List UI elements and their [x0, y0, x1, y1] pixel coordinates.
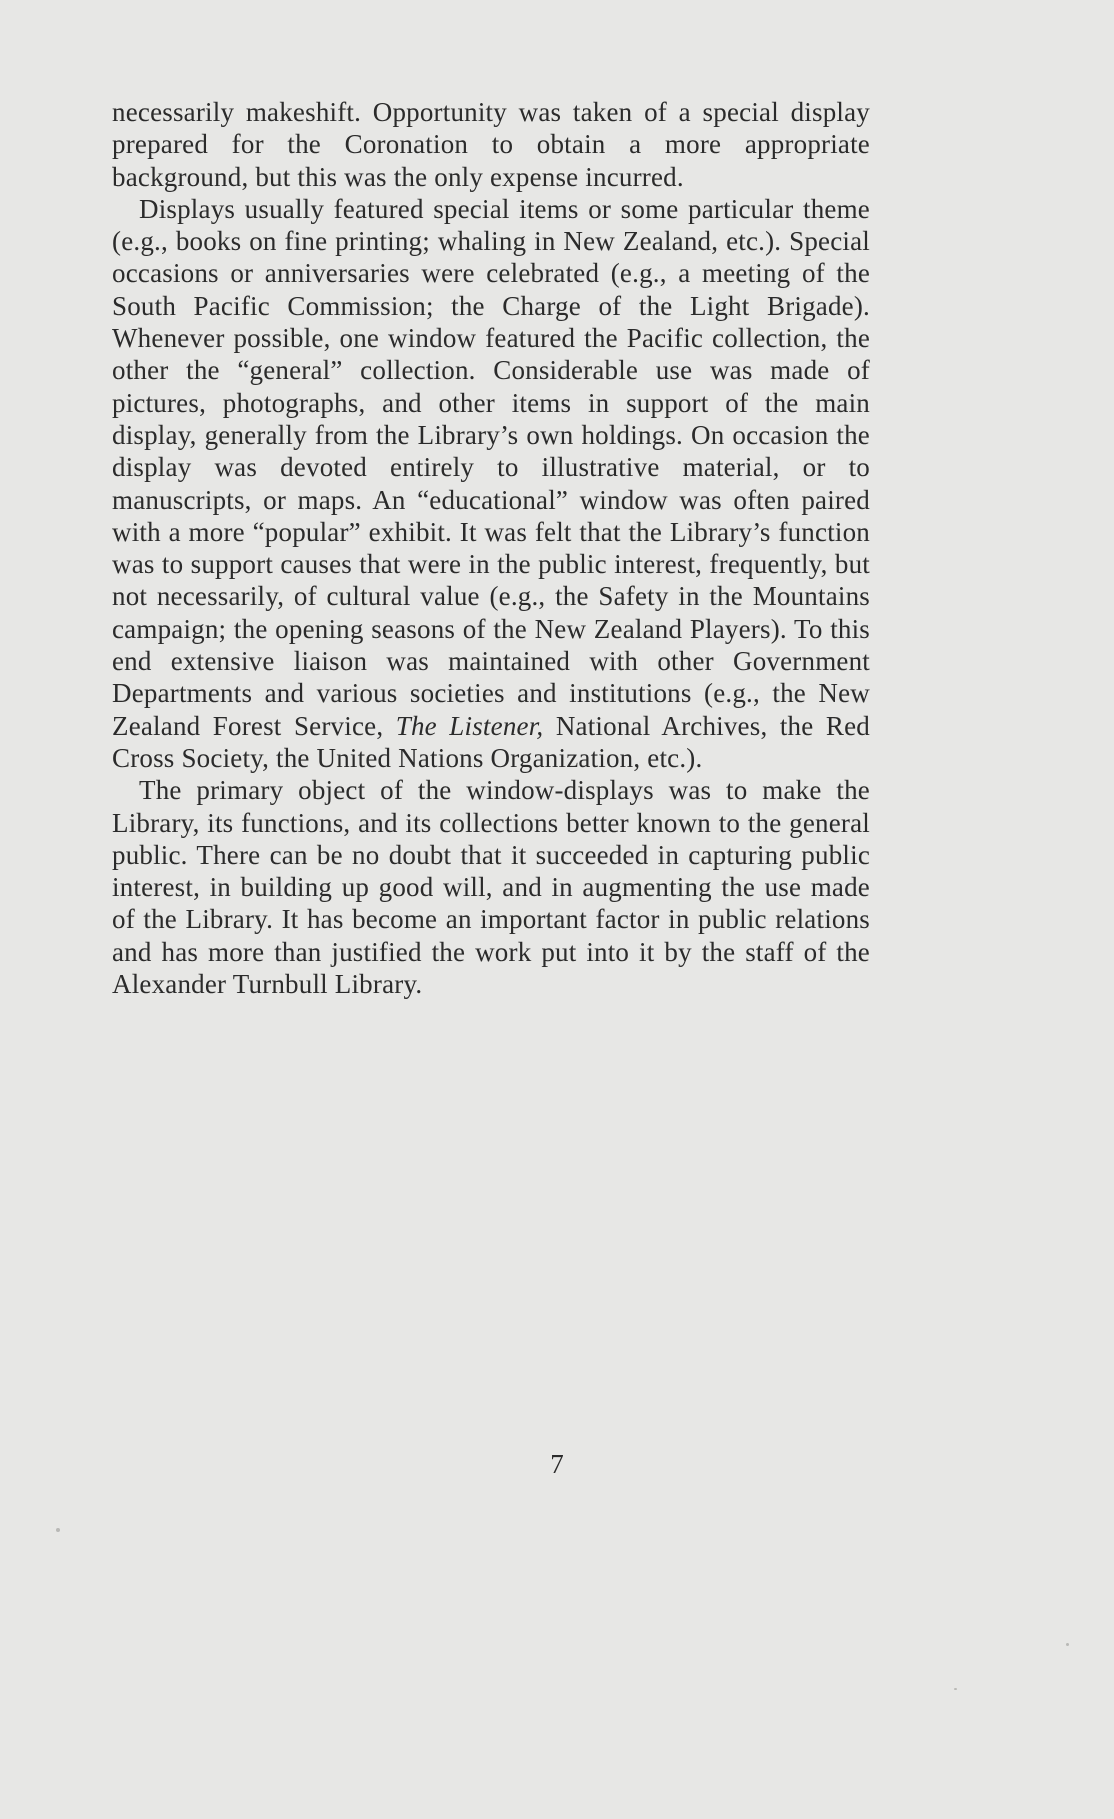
- paragraph-3-text: The primary object of the window-displays was to make the Library, its functions, and its collections better known to the general public. There can be no doubt that it succeeded in capturing public interest, in building up good will, and in augmenting the use made of the Library. It has become an important factor in public relations and has more than justified the work put into it by the staff of the Alexander Turnbull Library.: [112, 775, 870, 1000]
- paragraph-2-text-b: National Archives, the Red Cross Society, the United Nations Organization, etc.).: [112, 710, 870, 773]
- paragraph-1: [112, 96, 870, 193]
- paragraph-2: [112, 193, 870, 774]
- paper-speck: [1066, 1643, 1069, 1646]
- paragraph-3: [112, 774, 870, 1000]
- paragraph-1-text: necessarily makeshift. Opportunity was taken of a special display prepared for the Coronation to obtain a more appropriate background, but this was the only expense incurred.: [112, 97, 870, 192]
- paper-speck: [56, 1528, 60, 1532]
- page-number: 7: [550, 1449, 564, 1479]
- publication-title: The Listener,: [395, 710, 544, 741]
- paper-speck: [954, 1688, 957, 1690]
- body-text: [112, 96, 870, 1000]
- paragraph-2-text-a: Displays usually featured special items or some particular theme (e.g., books on fine printing; whaling in New Zealand, etc.). Special occasions or anniversaries were celebrated (e.g., a meeting of the South Pacific Commission; the Charge of the Light Brigade). Whenever possible, one window featured the Pacific collection, the other the “general” collection. Considerable use was made of pictures, photographs, and other items in support of the main display, generally from the Library’s own holdings. On occasion the display was devoted entirely to illustrative material, or to manuscripts, or maps. An “educational” window was often paired with a more “popular” exhibit. It was felt that the Library’s function was to support causes that were in the public interest, frequently, but not necessarily, of cultural value (e.g., the Safety in the Mountains campaign; the opening seasons of the New Zealand Players). To this end extensive liaison was maintained with other Government Departments and various societies and institutions (e.g., the New Zealand Forest Service,: [112, 193, 870, 741]
